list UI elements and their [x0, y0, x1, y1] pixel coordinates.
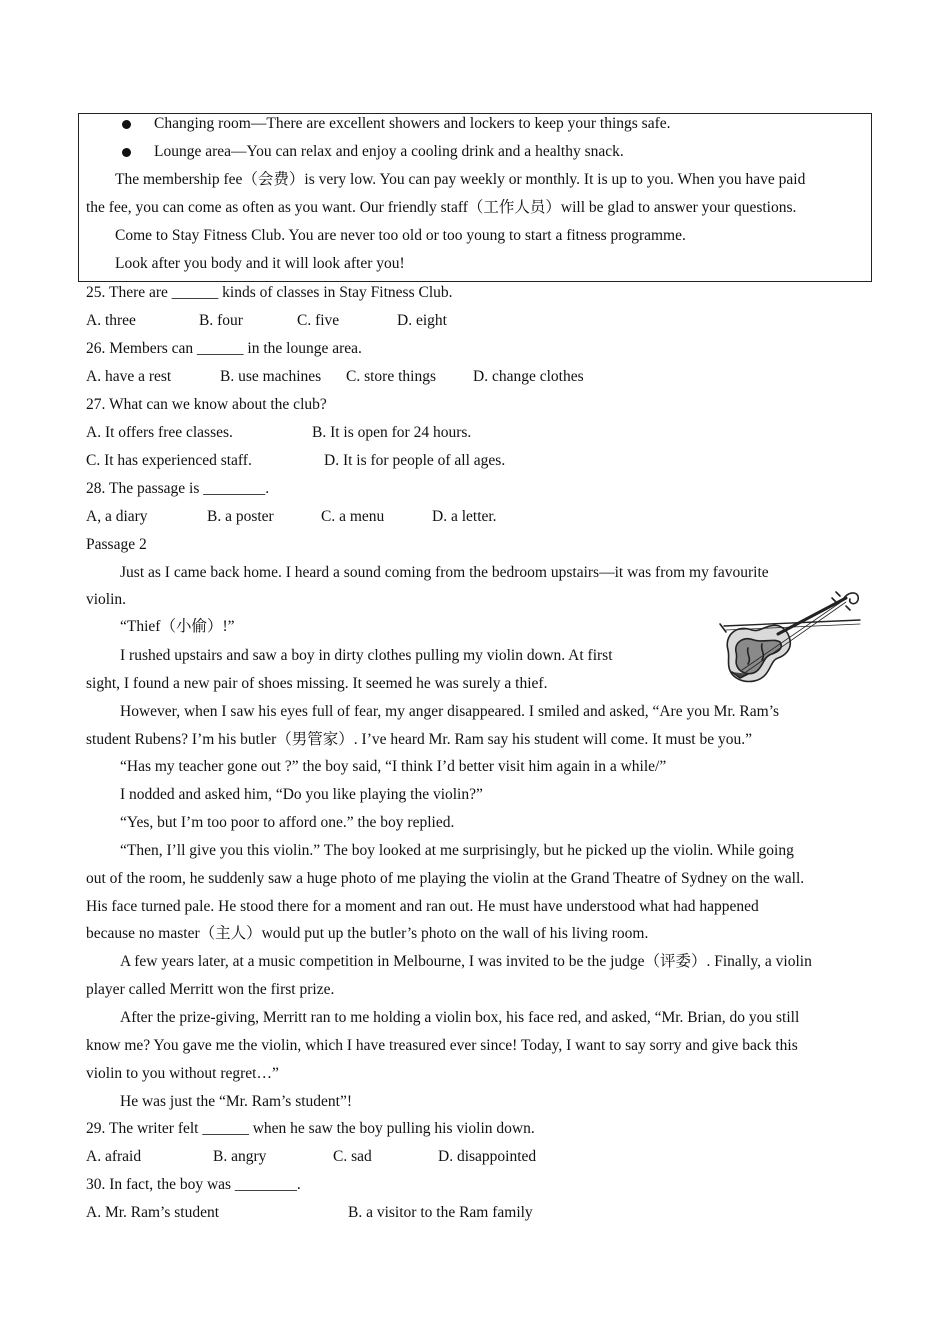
- q28-option-d: D. a letter.: [432, 508, 497, 525]
- bullet-dot: [122, 148, 131, 157]
- membership-fee-line: The membership fee（会费）is very low. You can pay weekly or monthly. It is up to you. When you have paid: [115, 171, 806, 188]
- q27-option-d: D. It is for people of all ages.: [324, 452, 506, 469]
- passage-line: sight, I found a new pair of shoes missing. It seemed he was surely a thief.: [86, 675, 548, 692]
- passage-line: because no master（主人）would put up the butler’s photo on the wall of his living room.: [86, 925, 649, 942]
- passage-line: violin.: [86, 591, 127, 608]
- passage-line: “Thief（小偷）!”: [120, 618, 235, 635]
- q28-option-c: C. a menu: [321, 508, 385, 525]
- q29-option-a: A. afraid: [86, 1148, 142, 1165]
- q30-option-b: B. a visitor to the Ram family: [348, 1204, 533, 1221]
- q25-option-b: B. four: [199, 312, 243, 329]
- q29-option-c: C. sad: [333, 1148, 372, 1165]
- passage-line: “Then, I’ll give you this violin.” The boy looked at me surprisingly, but he picked up the violin. While going: [120, 842, 794, 859]
- passage-line: He was just the “Mr. Ram’s student”!: [120, 1093, 353, 1110]
- q26-option-b: B. use machines: [220, 368, 322, 385]
- q27-option-c: C. It has experienced staff.: [86, 452, 252, 469]
- passage-line: know me? You gave me the violin, which I have treasured ever since! Today, I want to say sorry and give back this: [86, 1037, 798, 1054]
- question-25: 25. There are ______ kinds of classes in Stay Fitness Club.: [86, 284, 453, 301]
- q26-option-d: D. change clothes: [473, 368, 584, 385]
- bullet-dot: [122, 120, 131, 129]
- q25-option-a: A. three: [86, 312, 136, 329]
- q29-option-b: B. angry: [213, 1148, 267, 1165]
- q25-option-c: C. five: [297, 312, 340, 329]
- q29-option-d: D. disappointed: [438, 1148, 537, 1165]
- q28-option-a: A, a diary: [86, 508, 148, 525]
- passage-line: out of the room, he suddenly saw a huge photo of me playing the violin at the Grand Theatre of Sydney on the wall.: [86, 870, 805, 887]
- passage-2-heading: Passage 2: [86, 536, 147, 553]
- q27-option-a: A. It offers free classes.: [86, 424, 233, 441]
- passage-line: Just as I came back home. I heard a sound coming from the bedroom upstairs—it was from my favourite: [120, 564, 769, 581]
- membership-fee-line-2: the fee, you can come as often as you want. Our friendly staff（工作人员）will be glad to answer your questions.: [86, 199, 797, 216]
- bullet-changing-room: Changing room—There are excellent showers and lockers to keep your things safe.: [154, 115, 671, 132]
- q26-option-a: A. have a rest: [86, 368, 172, 385]
- passage-line: A few years later, at a music competition in Melbourne, I was invited to be the judge（评委）. Finally, a violin: [120, 953, 812, 970]
- question-26: 26. Members can ______ in the lounge area.: [86, 340, 362, 357]
- passage-line: I rushed upstairs and saw a boy in dirty clothes pulling my violin down. At first: [120, 647, 613, 664]
- passage-line: However, when I saw his eyes full of fear, my anger disappeared. I smiled and asked, “Are you Mr. Ram’s: [120, 703, 780, 720]
- bullet-lounge-area: Lounge area—You can relax and enjoy a cooling drink and a healthy snack.: [154, 143, 624, 160]
- passage-line: student Rubens? I’m his butler（男管家）. I’ve heard Mr. Ram say his student will come. It must be you.”: [86, 731, 752, 748]
- passage-line: I nodded and asked him, “Do you like playing the violin?”: [120, 786, 483, 803]
- question-27: 27. What can we know about the club?: [86, 396, 327, 413]
- passage-line: “Has my teacher gone out ?” the boy said, “I think I’d better visit him again in a while/”: [120, 758, 667, 775]
- q28-option-b: B. a poster: [207, 508, 274, 525]
- passage-line: player called Merritt won the first prize.: [86, 981, 335, 998]
- q26-option-c: C. store things: [346, 368, 436, 385]
- passage-line: violin to you without regret…”: [86, 1065, 279, 1082]
- q27-option-b: B. It is open for 24 hours.: [312, 424, 472, 441]
- question-29: 29. The writer felt ______ when he saw the boy pulling his violin down.: [86, 1120, 535, 1137]
- slogan-line: Look after you body and it will look after you!: [115, 255, 405, 272]
- passage-line: After the prize-giving, Merritt ran to me holding a violin box, his face red, and asked, “Mr. Brian, do you still: [120, 1009, 800, 1026]
- invitation-line: Come to Stay Fitness Club. You are never too old or too young to start a fitness programme.: [115, 227, 686, 244]
- question-30: 30. In fact, the boy was ________.: [86, 1176, 301, 1193]
- question-28: 28. The passage is ________.: [86, 480, 270, 497]
- q30-option-a: A. Mr. Ram’s student: [86, 1204, 220, 1221]
- violin-illustration: [718, 586, 866, 688]
- passage-line: His face turned pale. He stood there for a moment and ran out. He must have understood what had happened: [86, 898, 759, 915]
- q25-option-d: D. eight: [397, 312, 447, 329]
- passage-line: “Yes, but I’m too poor to afford one.” the boy replied.: [120, 814, 455, 831]
